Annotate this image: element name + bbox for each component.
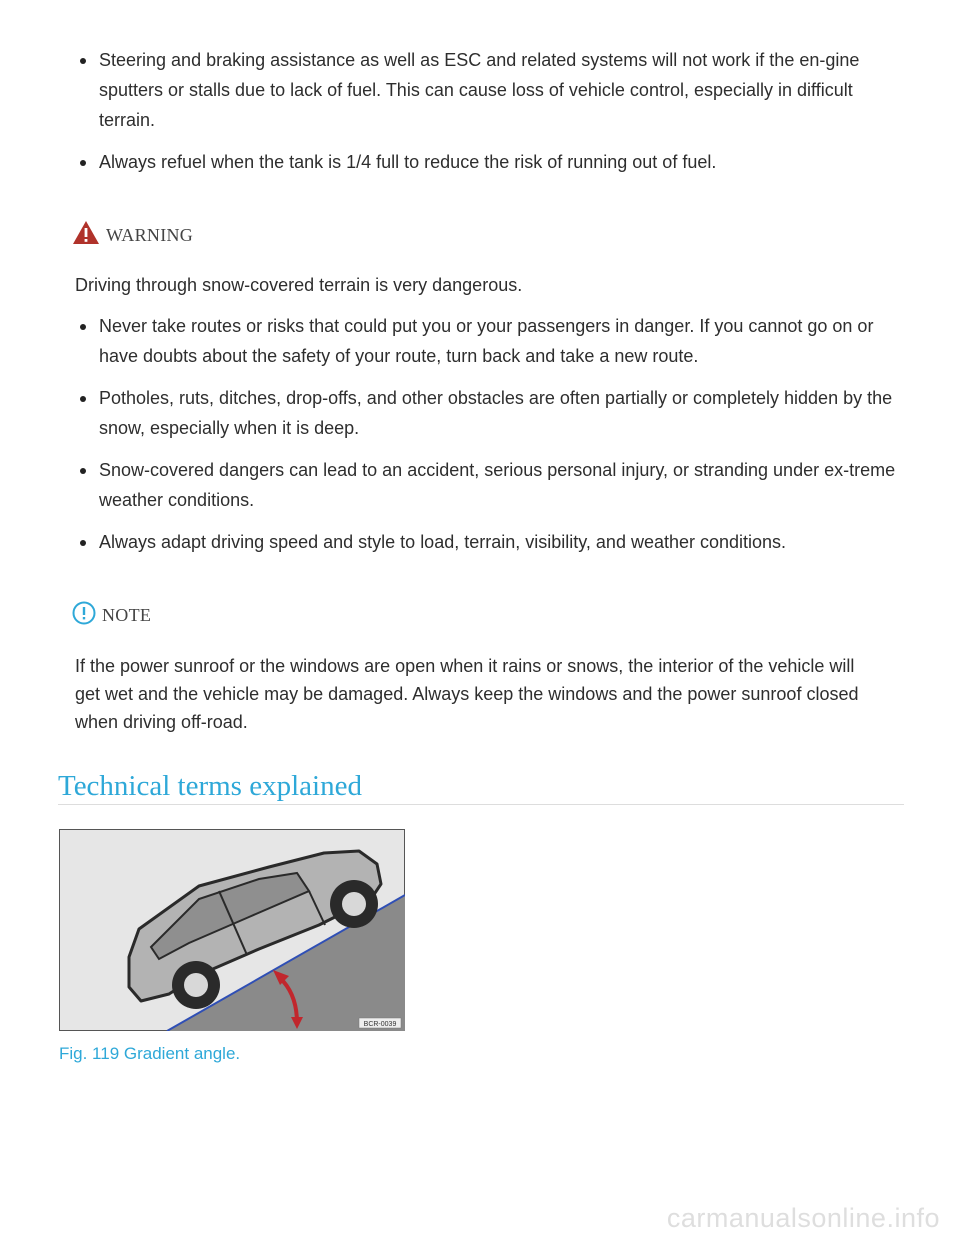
warning-intro: Driving through snow-covered terrain is very dangerous. bbox=[75, 275, 523, 295]
list-item: Always refuel when the tank is 1/4 full to reduce the risk of running out of fuel. bbox=[0, 147, 960, 177]
note-heading bbox=[72, 601, 151, 630]
warning-triangle-icon bbox=[72, 220, 100, 250]
gradient-angle-figure bbox=[59, 829, 405, 1031]
list-item: Potholes, ruts, ditches, drop-offs, and other obstacles are often partially or completely hidden by the snow, especially when it is deep. bbox=[0, 383, 960, 443]
intro-bullet-list bbox=[0, 45, 960, 189]
figure-code: BCR-0039 bbox=[363, 1021, 397, 1028]
exclamation-circle-icon bbox=[72, 601, 96, 630]
list-item: Snow-covered dangers can lead to an accident, serious personal injury, or stranding under ex-treme weather conditions. bbox=[0, 455, 960, 515]
warning-heading bbox=[72, 220, 193, 250]
section-divider bbox=[58, 804, 904, 805]
note-text: If the power sunroof or the windows are open when it rains or snows, the interior of the vehicle will get wet and the vehicle may be damaged. Always keep the windows and the power sunroof closed when driving off-road. bbox=[75, 656, 859, 732]
list-item: Steering and braking assistance as well as ESC and related systems will not work if the en-gine sputters or stalls due to lack of fuel. This can cause loss of vehicle control, especially in difficult terrain. bbox=[0, 45, 960, 135]
list-item: Never take routes or risks that could put you or your passengers in danger. If you cannot go on or have doubts about the safety of your route, turn back and take a new route. bbox=[0, 311, 960, 371]
warning-label: WARNING bbox=[106, 224, 194, 245]
figure-caption: Fig. 119 Gradient angle. bbox=[59, 1044, 241, 1063]
section-title: Technical terms explained bbox=[58, 770, 362, 802]
warning-bullet-list bbox=[0, 311, 960, 569]
list-item: Always adapt driving speed and style to load, terrain, visibility, and weather conditions. bbox=[0, 527, 960, 557]
note-label: NOTE bbox=[102, 605, 152, 625]
watermark: carmanualsonline.info bbox=[666, 1203, 940, 1233]
